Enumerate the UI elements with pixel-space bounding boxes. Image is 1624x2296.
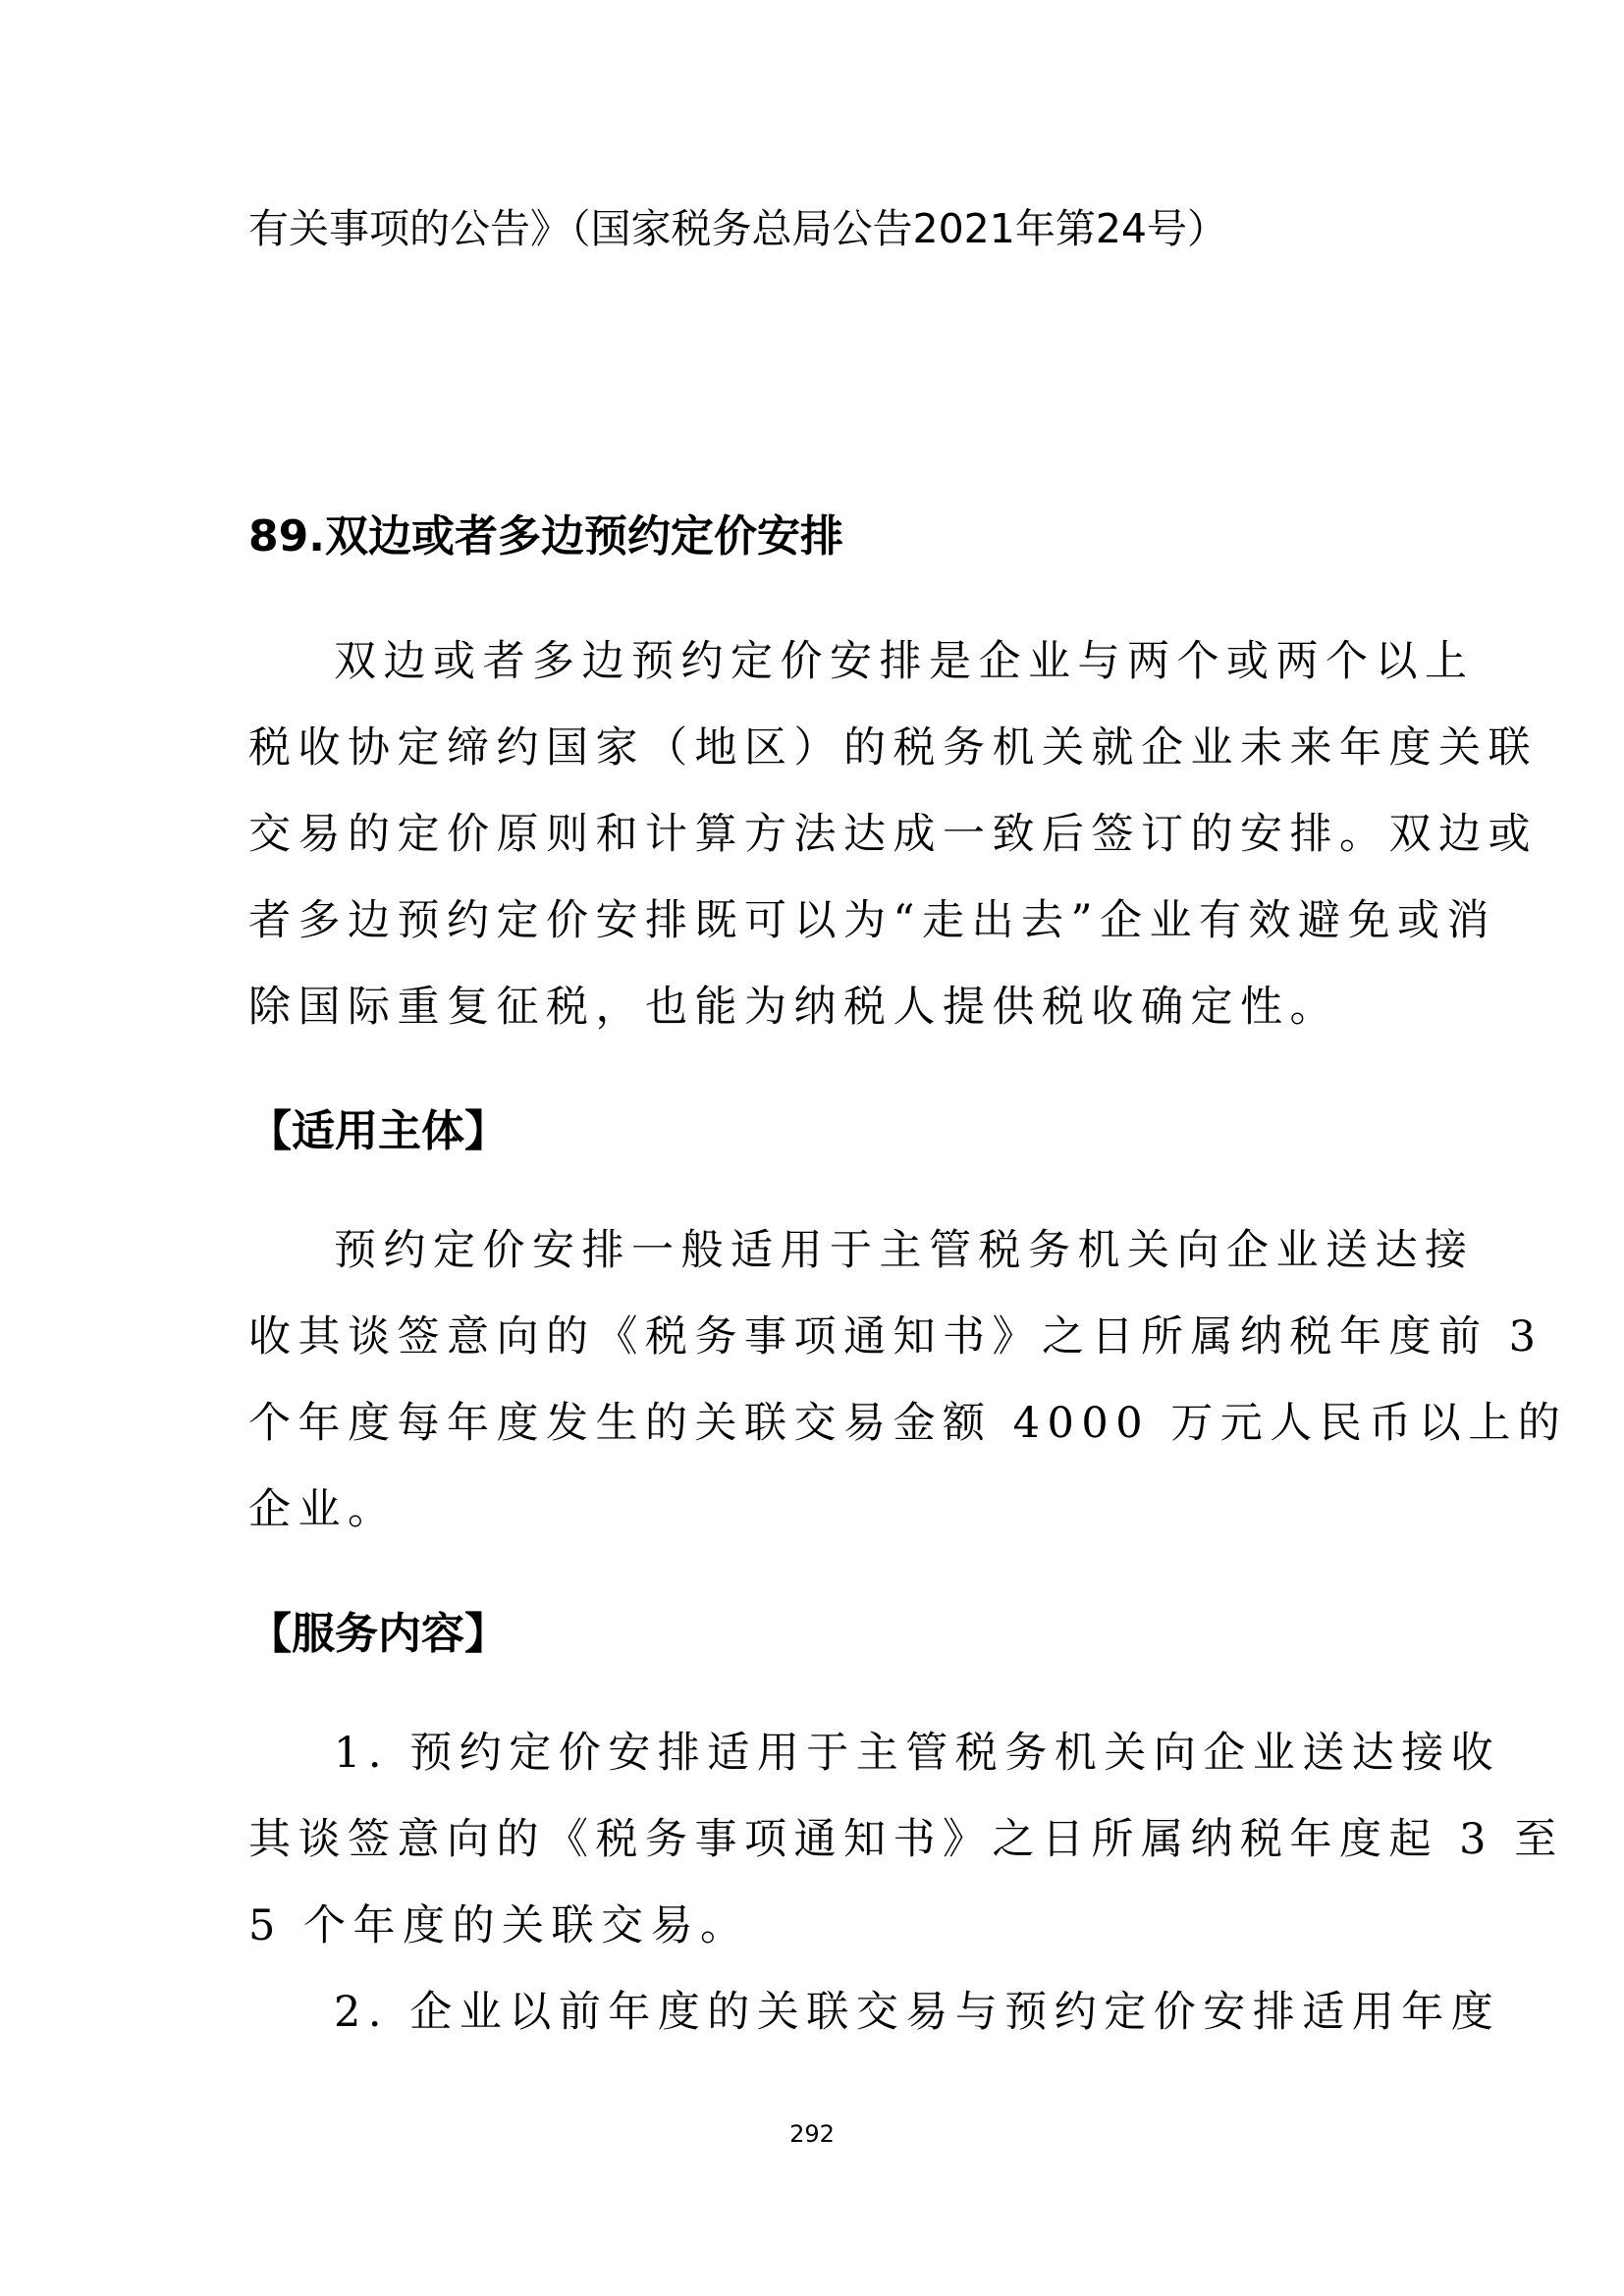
intro-line: 者多边预约定价安排既可以为“走出去”企业有效避免或消	[248, 896, 1496, 945]
applicable-subject-line: 预约定价安排一般适用于主管税务机关向企业送达接	[334, 1226, 1475, 1275]
applicable-subject-line: 收其谈签意向的《税务事项通知书》之日所属纳税年度前 3	[248, 1312, 1543, 1362]
applicable-subject-heading: 【适用主体】	[248, 1106, 508, 1156]
intro-line: 除国际重复征税，也能为纳税人提供税收确定性。	[248, 983, 1339, 1032]
service-content-heading: 【服务内容】	[248, 1609, 508, 1659]
applicable-subject-line: 企业。	[248, 1485, 398, 1534]
section-number: 89.	[248, 511, 325, 561]
page-number: 292	[789, 2120, 835, 2148]
intro-line: 交易的定价原则和计算方法达成一致后签订的安排。双边或	[248, 810, 1538, 859]
intro-line: 双边或者多边预约定价安排是企业与两个或两个以上	[334, 637, 1475, 686]
intro-line: 税收协定缔约国家（地区）的税务机关就企业未来年度关联	[248, 723, 1538, 773]
section-heading	[248, 501, 1387, 563]
section-title: 双边或者多边预约定价安排	[324, 511, 843, 561]
service-item-1-line: 5 个年度的关联交易。	[248, 1901, 750, 1950]
service-item-1-line: 其谈签意向的《税务事项通知书》之日所属纳税年度起 3 至	[248, 1815, 1564, 1864]
service-item-1-line: 1. 预约定价安排适用于主管税务机关向企业送达接收	[334, 1729, 1501, 1778]
continuation-line: 有关事项的公告》（国家税务总局公告2021年第24号）	[248, 205, 1228, 252]
applicable-subject-line: 个年度每年度发生的关联交易金额 4000 万元人民币以上的	[248, 1399, 1568, 1448]
service-item-2-line: 2. 企业以前年度的关联交易与预约定价安排适用年度	[334, 1988, 1501, 2037]
